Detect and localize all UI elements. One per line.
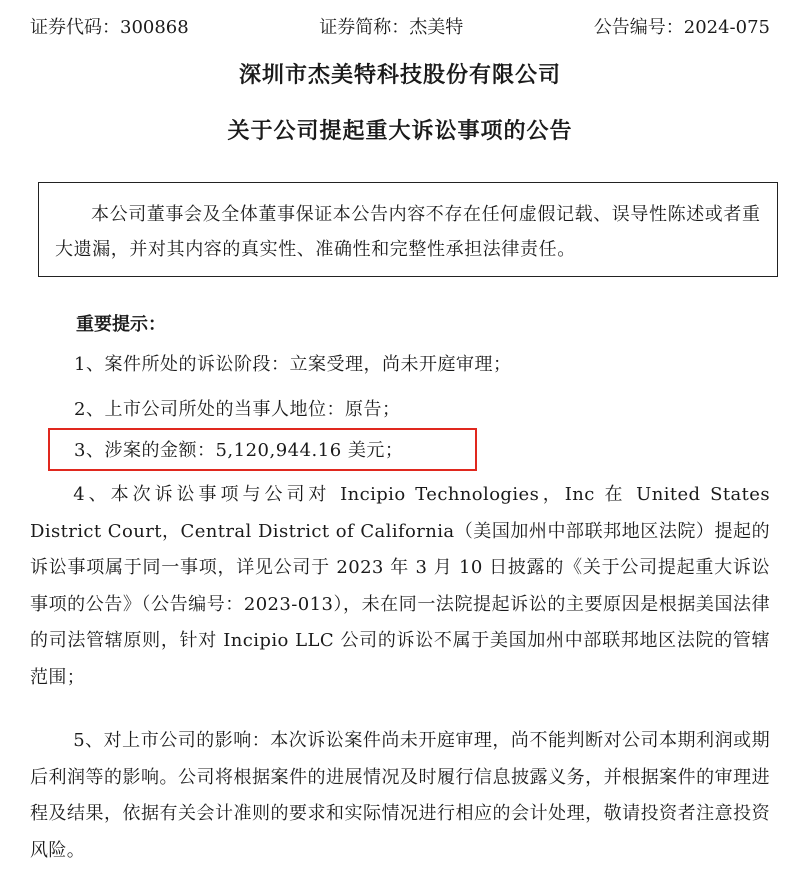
company-title: 深圳市杰美特科技股份有限公司 [238, 63, 561, 88]
key-point-related-case: 4、本次诉讼事项与公司对 Incipio Technologies，Inc 在 United States District Court，Central District of California（美国加州中部联邦地区法院）提起的诉讼事项属于同一事项，详见公司于 2023 年 3 月 10 日披露的《关于公司提起重大诉讼事项的公告》（公告编号：2023-013），未在同一法院提起诉讼的主要原因是根据美国法律的司法管辖原则，针对 Incipio LLC 公司的诉讼不属于美国加州中部联邦地区法院的管辖范围； [30, 484, 770, 688]
amount-highlight-box [48, 428, 477, 471]
board-statement-text: 本公司董事会及全体董事保证本公告内容不存在任何虚假记载、误导性陈述或者重大遗漏，并对其内容的真实性、准确性和完整性承担法律责任。 [55, 204, 761, 260]
key-points-heading: 重要提示： [76, 314, 166, 335]
stock-code: 证券代码：300868 [30, 17, 189, 38]
board-statement-box [38, 182, 778, 277]
key-point-amount: 3、涉案的金额：5,120,944.16 美元； [74, 440, 404, 461]
key-point-impact: 5、对上市公司的影响：本次诉讼案件尚未开庭审理，尚不能判断对公司本期利润或期后利润等的影响。公司将根据案件的进展情况及时履行信息披露义务，并根据案件的审理进程及结果，依据有关会计准则的要求和实际情况进行相应的会计处理，敬请投资者注意投资风险。 [30, 730, 770, 861]
stock-abbreviation: 证券简称：杰美特 [319, 17, 464, 38]
announcement-title: 关于公司提起重大诉讼事项的公告 [227, 119, 573, 144]
key-point-party-status: 2、上市公司所处的当事人地位：原告； [74, 399, 401, 420]
announcement-meta-row [30, 14, 770, 42]
key-point-litigation-stage: 1、案件所处的诉讼阶段：立案受理，尚未开庭审理； [74, 354, 512, 375]
announcement-number: 公告编号：2024-075 [593, 17, 770, 38]
